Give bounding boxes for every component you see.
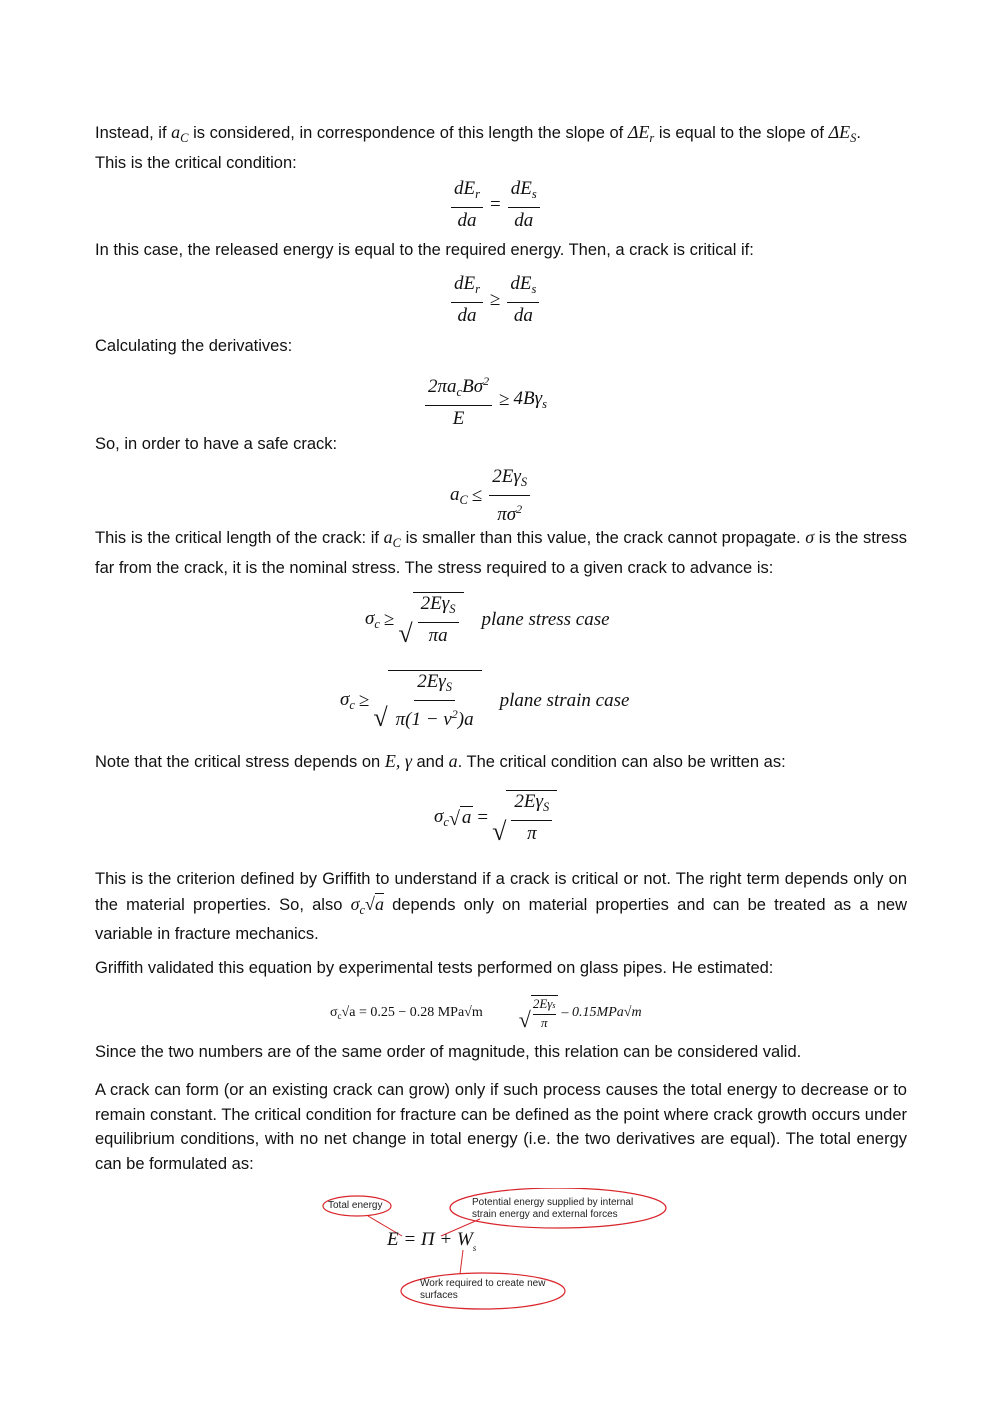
math-ac: $a_C$ xyxy=(171,122,189,145)
equation-critical-condition: $\frac{dE_r}{da}$ = $\frac{dE_s}{da}$ xyxy=(448,178,543,232)
equation-critical-inequality: $\frac{dE_r}{da}$ ≥ $\frac{dE_s}{da}$ xyxy=(448,273,542,327)
paragraph-critical-length: This is the critical length of the crack: if $a_C$ is smaller than this value, the crack cannot propagate. σ is the stress far from the crack, it is the nominal stress. The stress required to a given crack to advance is: xyxy=(95,527,907,577)
text: . xyxy=(856,124,861,142)
label-total-energy: Total energy xyxy=(328,1200,383,1211)
text: This is the critical condition: xyxy=(95,153,297,172)
paragraph-released-energy: In this case, the released energy is equal to the required energy. Then, a crack is critical if: xyxy=(95,241,754,259)
math-delta-er: $\Delta E_r$ xyxy=(627,122,655,145)
label-work: Work required to create new surfaces xyxy=(420,1278,546,1301)
equation-plane-stress: $\sigma_c$ ≥ √ $\frac{2E\gamma_S}{\pi a}$ plane stress case xyxy=(365,593,610,648)
equation-critical-length: $a_C$ ≤ $\frac{2E\gamma_S}{\pi\sigma^2}$ xyxy=(450,466,533,526)
equation-plane-strain: $\sigma_c$ ≥ √ $\frac{2E\gamma_S}{\pi(1 - \nu^2)a}$ plane strain case xyxy=(340,671,630,732)
text: Instead, if xyxy=(95,124,172,142)
label-potential-energy: Potential energy supplied by internal strain energy and external forces xyxy=(472,1197,634,1220)
paragraph-safe-crack: So, in order to have a safe crack: xyxy=(95,435,338,453)
text: is considered, in correspondence of this length the slope of xyxy=(188,124,628,142)
text: is equal to the slope of xyxy=(654,124,829,142)
equation-griffith-criterion: $\sigma_c$ √ a = √ $\frac{2E\gamma_S}{\pi}$ xyxy=(434,790,557,845)
paragraph-note-dependence: Note that the critical stress depends on E, γ and a. The critical condition can also be written as: xyxy=(95,751,786,771)
paragraph-griffith-criterion: This is the criterion defined by Griffith to understand if a crack is critical or not. The right term depends only on the material properties. So, also $\sigma_c√a$ depends only on material properties and can be treated as a new variable in fracture mechanics. xyxy=(95,870,907,943)
annotated-energy-formula xyxy=(300,1188,700,1318)
equation-experimental-values: $\sigma_c√a = 0.25 - 0.28$ MPa√m √ 2Eγs π – 0.15MPa√m xyxy=(330,996,642,1032)
paragraph-same-order: Since the two numbers are of the same order of magnitude, this relation can be considered valid. xyxy=(95,1043,802,1061)
paragraph-total-energy: A crack can form (or an existing crack can grow) only if such process causes the total energy to decrease or to remain constant. The critical condition for fracture can be defined as the point where crack growth occurs under equilibrium conditions, with no net change in total energy (i.e. the two derivatives are equal). The total energy can be formulated as: xyxy=(95,1081,907,1173)
math-delta-es: $\Delta E_S$ xyxy=(828,122,857,145)
paragraph-derivatives: Calculating the derivatives: xyxy=(95,337,293,355)
paragraph-validation: Griffith validated this equation by experimental tests performed on glass pipes. He estimated: xyxy=(95,959,774,977)
paragraph-critical-intro xyxy=(95,120,907,175)
equation-derivatives: $\frac{2\pi a_cB\sigma^2}{E}$ ≥ $4B\gamma_s$ xyxy=(422,370,547,430)
formula-total-energy: $E = \Pi + W_s$ xyxy=(387,1229,477,1253)
arrow-work xyxy=(460,1250,463,1274)
